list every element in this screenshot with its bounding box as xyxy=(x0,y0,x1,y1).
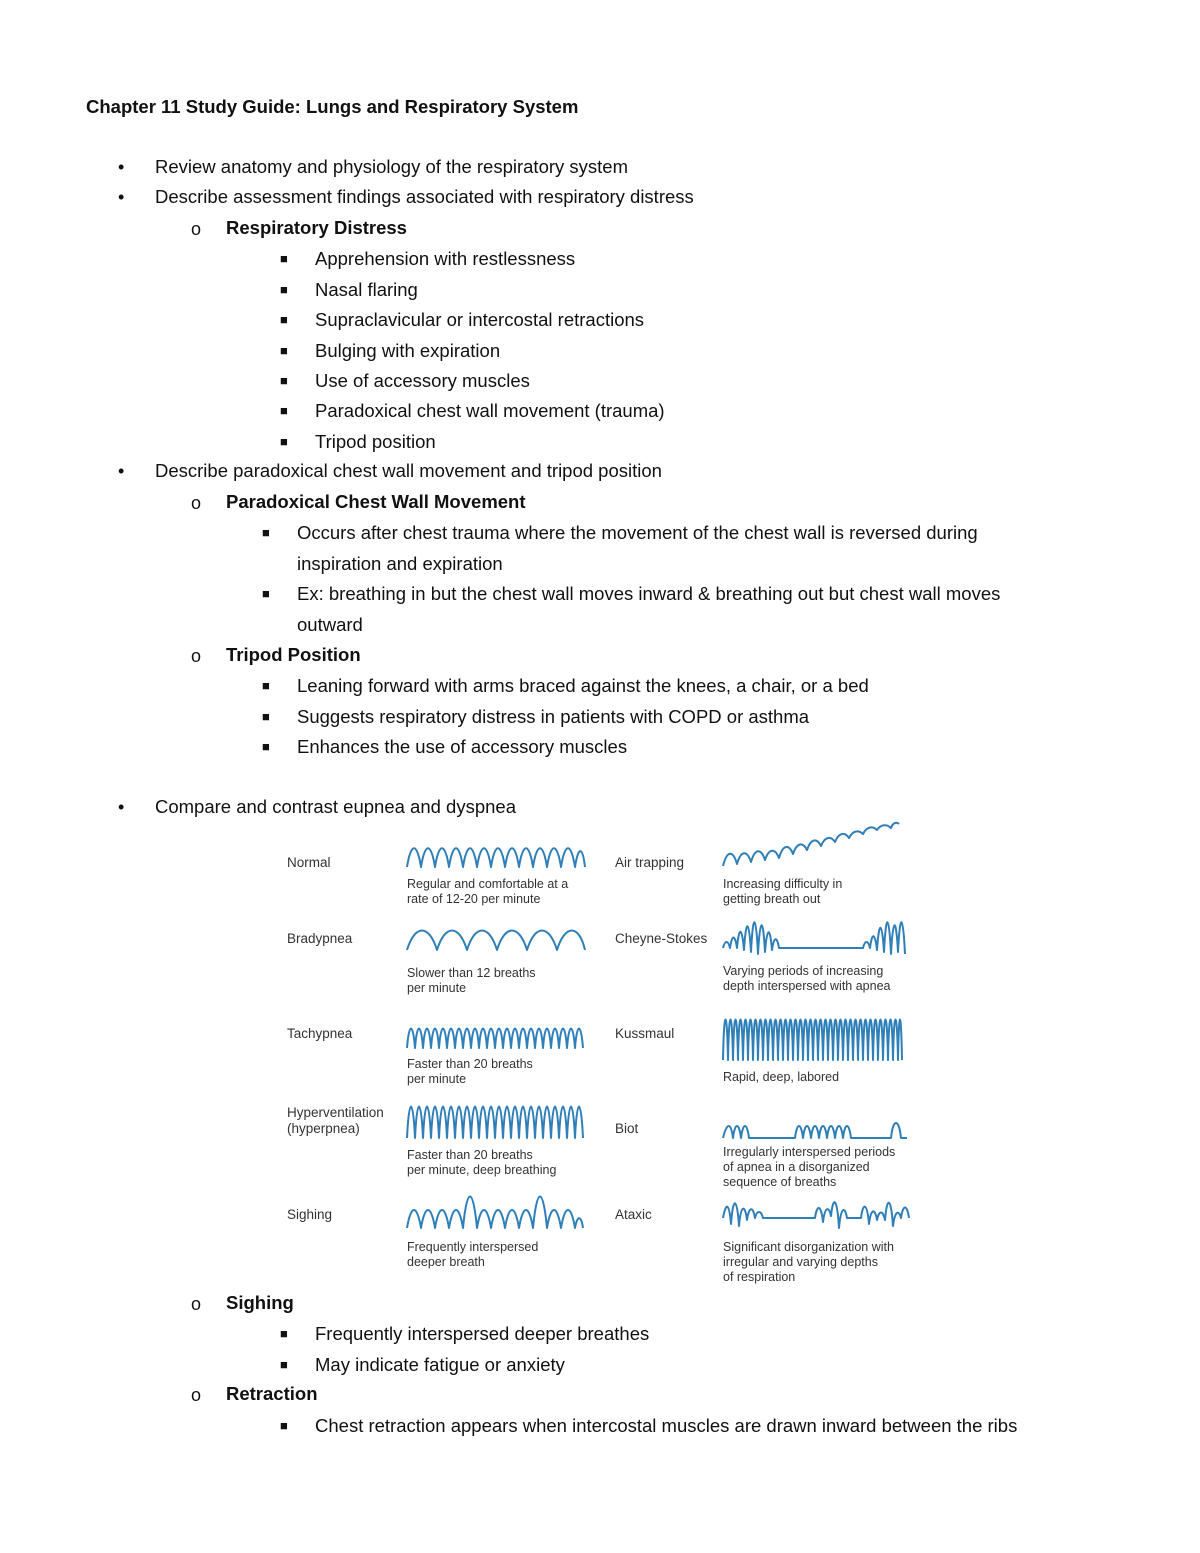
figure-desc-sighing: Frequently interspersed deeper breath xyxy=(407,1240,539,1269)
bullet-circle: o xyxy=(191,646,202,666)
figure-label-ataxic: Ataxic xyxy=(615,1207,652,1222)
bullet-square: ■ xyxy=(280,1418,288,1433)
sub-heading: Retraction xyxy=(226,1383,318,1404)
list-item: Tripod position xyxy=(315,431,436,452)
waveform-ataxic xyxy=(723,1196,913,1230)
waveform-bradypnea xyxy=(407,924,587,954)
figure-label-hyperventilation: Hyperventilation (hyperpnea) xyxy=(287,1105,384,1136)
waveform-normal xyxy=(407,842,587,872)
bullet-circle: o xyxy=(191,219,202,239)
list-item-continuation: inspiration and expiration xyxy=(297,553,503,574)
waveform-path xyxy=(407,1029,583,1049)
list-item: Bulging with expiration xyxy=(315,340,501,361)
list-item: Describe assessment findings associated with respiratory distress xyxy=(155,186,694,207)
bullet-dot: • xyxy=(118,797,125,817)
bullet-square: ■ xyxy=(280,251,288,266)
bullet-square: ■ xyxy=(262,586,270,601)
list-item: May indicate fatigue or anxiety xyxy=(315,1354,565,1375)
bullet-square: ■ xyxy=(262,678,270,693)
figure-desc-bradypnea: Slower than 12 breaths per minute xyxy=(407,966,536,995)
bullet-square: ■ xyxy=(280,312,288,327)
list-item: Enhances the use of accessory muscles xyxy=(297,736,628,757)
bullet-square: ■ xyxy=(262,525,270,540)
waveform-path xyxy=(723,1202,909,1228)
waveform-path xyxy=(407,848,585,867)
waveform-hyperventilation xyxy=(407,1096,587,1140)
figure-desc-air-trapping: Increasing difficulty in getting breath out xyxy=(723,877,843,906)
waveform-biot xyxy=(723,1116,913,1142)
sub-heading: Respiratory Distress xyxy=(226,217,407,238)
bullet-square: ■ xyxy=(280,343,288,358)
sub-heading: Sighing xyxy=(226,1292,294,1313)
list-item: Chest retraction appears when intercostal muscles are drawn inward between the ribs xyxy=(315,1415,1018,1436)
waveform-tachypnea xyxy=(407,1020,587,1050)
list-item: Frequently interspersed deeper breathes xyxy=(315,1323,650,1344)
figure-label-sighing: Sighing xyxy=(287,1207,333,1222)
list-item: Occurs after chest trauma where the movement of the chest wall is reversed during xyxy=(297,522,978,543)
figure-label-cheyne-stokes: Cheyne-Stokes xyxy=(615,931,708,946)
waveform-cheyne-stokes xyxy=(723,912,908,956)
waveform-path xyxy=(407,1107,583,1139)
figure-desc-normal: Regular and comfortable at a rate of 12-20 per minute xyxy=(407,877,569,906)
figure-label-tachypnea: Tachypnea xyxy=(287,1026,353,1041)
figure-desc-cheyne-stokes: Varying periods of increasing depth interspersed with apnea xyxy=(723,964,891,993)
sub-heading: Tripod Position xyxy=(226,644,361,665)
figure-label-normal: Normal xyxy=(287,855,331,870)
figure-label-bradypnea: Bradypnea xyxy=(287,931,353,946)
bullet-square: ■ xyxy=(280,1357,288,1372)
bullet-dot: • xyxy=(118,461,125,481)
waveform-path xyxy=(723,823,899,866)
figure-desc-tachypnea: Faster than 20 breaths per minute xyxy=(407,1057,533,1086)
waveform-sighing xyxy=(407,1186,587,1232)
bullet-square: ■ xyxy=(280,434,288,449)
list-item: Describe paradoxical chest wall movement and tripod position xyxy=(155,460,662,481)
bullet-square: ■ xyxy=(280,373,288,388)
list-item: Compare and contrast eupnea and dyspnea xyxy=(155,796,517,817)
bullet-dot: • xyxy=(118,187,125,207)
waveform-path xyxy=(407,931,585,951)
list-item: Nasal flaring xyxy=(315,279,418,300)
figure-desc-biot: Irregularly interspersed periods of apnea in a disorganized sequence of breaths xyxy=(723,1145,896,1189)
bullet-square: ■ xyxy=(280,403,288,418)
list-item: Review anatomy and physiology of the respiratory system xyxy=(155,156,628,177)
sub-heading: Paradoxical Chest Wall Movement xyxy=(226,491,526,512)
waveform-path xyxy=(723,1020,902,1061)
bullet-circle: o xyxy=(191,493,202,513)
bullet-circle: o xyxy=(191,1385,202,1405)
bullet-square: ■ xyxy=(262,709,270,724)
bullet-square: ■ xyxy=(280,1326,288,1341)
list-item: Suggests respiratory distress in patients with COPD or asthma xyxy=(297,706,810,727)
figure-label-air-trapping: Air trapping xyxy=(615,855,685,870)
figure-label-biot: Biot xyxy=(615,1121,639,1136)
list-item: Apprehension with restlessness xyxy=(315,248,576,269)
waveform-kussmaul xyxy=(723,1006,903,1062)
bullet-circle: o xyxy=(191,1294,202,1314)
bullet-square: ■ xyxy=(280,282,288,297)
waveform-air-trapping xyxy=(723,820,903,870)
bullet-dot: • xyxy=(118,157,125,177)
figure-desc-hyperventilation: Faster than 20 breaths per minute, deep breathing xyxy=(407,1148,557,1177)
list-item: Ex: breathing in but the chest wall moves inward & breathing out but chest wall moves xyxy=(297,583,1001,604)
figure-desc-kussmaul: Rapid, deep, labored xyxy=(723,1070,840,1084)
list-item: Use of accessory muscles xyxy=(315,370,530,391)
waveform-path xyxy=(723,1123,907,1138)
waveform-path xyxy=(723,922,905,954)
list-item-continuation: outward xyxy=(297,614,363,635)
page-title: Chapter 11 Study Guide: Lungs and Respiratory System xyxy=(86,96,579,117)
bullet-square: ■ xyxy=(262,739,270,754)
list-item: Paradoxical chest wall movement (trauma) xyxy=(315,400,665,421)
list-item: Leaning forward with arms braced against the knees, a chair, or a bed xyxy=(297,675,869,696)
figure-desc-ataxic: Significant disorganization with irregular and varying depths of respiration xyxy=(723,1240,894,1284)
list-item: Supraclavicular or intercostal retractions xyxy=(315,309,645,330)
figure-label-kussmaul: Kussmaul xyxy=(615,1026,675,1041)
waveform-path xyxy=(407,1197,583,1229)
